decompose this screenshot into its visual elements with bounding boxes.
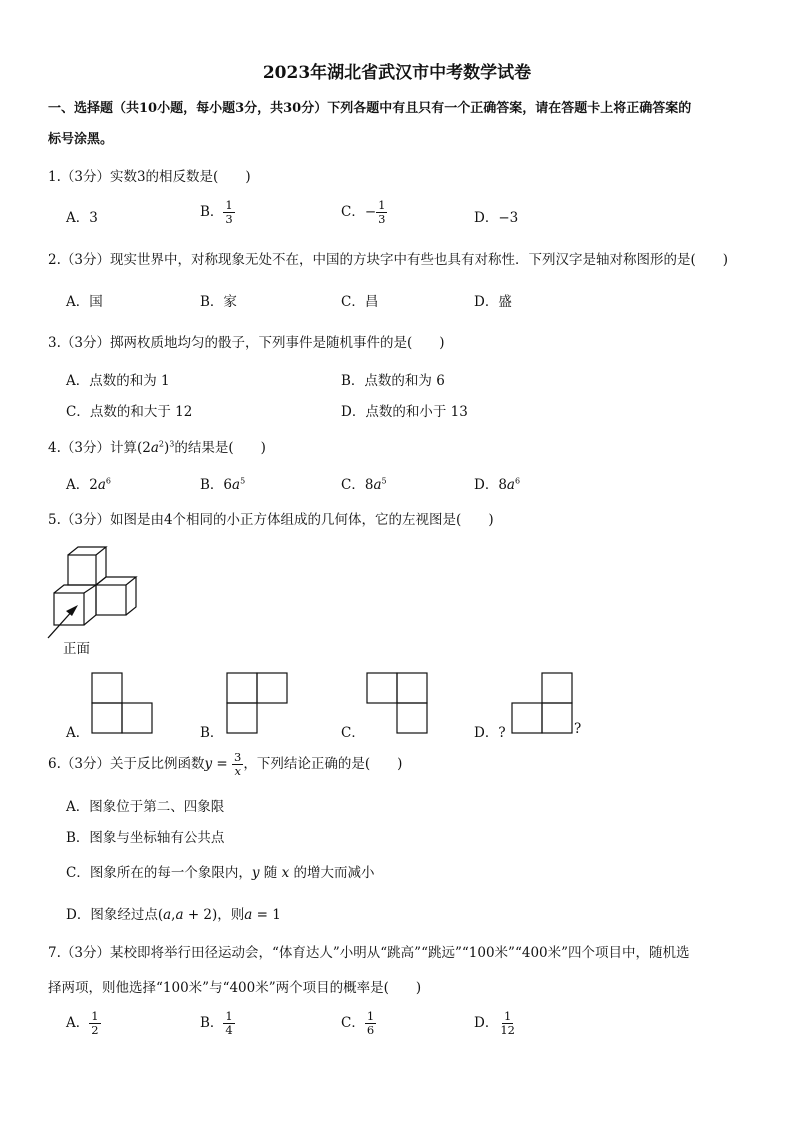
cube-right-top	[96, 577, 136, 585]
question-6-stem	[48, 751, 402, 778]
q7-option-a[interactable]	[66, 1010, 101, 1037]
cube-right-side	[126, 577, 136, 615]
q4-option-c-label: C．	[341, 477, 365, 493]
q6-option-b[interactable]: B．图象与坐标轴有公共点	[66, 830, 225, 846]
question-3-stem: 3.（3分）掷两枚质地均匀的骰子，下列事件是随机事件的是( )	[48, 335, 445, 351]
question-7-stem-line1: 7.（3分）某校即将举行田径运动会，“体育达人”小明从“跳高”“跳远”“100米”“400米”四个项目中，随机选	[48, 945, 690, 961]
q3-option-b[interactable]: B．点数的和为 6	[341, 373, 445, 389]
q7-option-b-label: B．	[200, 1015, 224, 1031]
q7-option-d-fraction	[498, 1010, 517, 1037]
q7-option-b-fraction	[223, 1010, 234, 1037]
q6-option-d-point: (a,a + 2)	[157, 907, 218, 923]
section-heading-line1: 一、选择题（共10小题，每小题3分，共30分）下列各题中有且只有一个正确答案，请在答题卡上将正确答案的	[48, 101, 692, 116]
q6-function: y = $\frac{3}{x}$	[204, 750, 242, 778]
q2-option-a[interactable]: A．国	[66, 294, 103, 310]
q1-option-b[interactable]	[200, 199, 235, 226]
q6-option-d-suffix: ，则	[217, 907, 245, 923]
q4-stem-prefix: 4.（3分）计算	[48, 440, 137, 456]
q7-option-a-fraction	[89, 1010, 100, 1037]
q3-option-c[interactable]: C．点数的和大于 12	[66, 404, 193, 420]
q4-option-c-expr: $8a^5$	[364, 476, 387, 493]
fraction-numerator: 1	[225, 198, 233, 212]
q7-option-b[interactable]	[200, 1010, 235, 1037]
q1-option-d[interactable]: D．−3	[474, 210, 519, 226]
q1-option-a[interactable]: A．3	[66, 210, 98, 226]
q4-option-d[interactable]	[474, 473, 520, 493]
fraction-numerator: 1	[378, 198, 386, 212]
fraction-numerator: 1	[503, 1009, 512, 1023]
q5-option-a-label[interactable]: A．	[66, 725, 90, 741]
q4-option-a-expr: $2a^6$	[89, 476, 111, 493]
fraction-denominator: 3	[378, 212, 386, 226]
section-heading-line2: 标号涂黑。	[48, 132, 114, 147]
q2-option-d[interactable]: D．盛	[474, 294, 512, 310]
q5-option-d-view[interactable]	[511, 672, 573, 734]
q6-option-c-suffix: 的增大而减小	[293, 865, 375, 881]
q2-option-c[interactable]: C．昌	[341, 294, 379, 310]
cube-top-side	[96, 547, 106, 585]
question-4-stem	[48, 436, 266, 456]
q6-option-a[interactable]: A．图象位于第二、四象限	[66, 799, 225, 815]
q5-option-d-label[interactable]: D．?	[474, 725, 506, 741]
cube-front-front	[54, 593, 84, 625]
cube-front-top	[54, 585, 96, 593]
fraction-numerator: 1	[366, 1009, 375, 1023]
fraction-numerator: 3	[234, 750, 242, 764]
fraction-denominator: 4	[225, 1023, 233, 1037]
fraction-numerator: 1	[225, 1009, 233, 1023]
q7-option-d[interactable]	[474, 1010, 517, 1037]
q7-option-a-label: A．	[66, 1015, 90, 1031]
q5-option-c-view[interactable]	[366, 672, 428, 734]
question-1-stem: 1.（3分）实数3的相反数是( )	[48, 169, 251, 185]
front-arrow-head	[66, 605, 78, 616]
q5-option-b-label[interactable]: B．	[200, 725, 224, 741]
q6-option-c-prefix: C．图象所在的每一个象限内，	[66, 865, 252, 881]
q6-option-d[interactable]	[66, 903, 281, 923]
question-5-stem: 5.（3分）如图是由4个相同的小正方体组成的几何体，它的左视图是( )	[48, 512, 494, 528]
q5-option-d-tail: ?	[574, 721, 582, 737]
q6-option-d-prefix: D．图象经过点	[66, 907, 158, 923]
cube-top-top	[68, 547, 106, 555]
q4-option-a-label: A．	[66, 477, 90, 493]
q5-option-c-label[interactable]: C．	[341, 725, 365, 741]
q7-option-c-label: C．	[341, 1015, 365, 1031]
q6-stem-prefix: 6.（3分）关于反比例函数	[48, 756, 205, 772]
q5-option-a-view[interactable]	[91, 672, 153, 734]
cube-front-side	[84, 585, 96, 625]
page-title: 2023年湖北省武汉市中考数学试卷	[262, 63, 532, 83]
q1-option-b-fraction	[223, 199, 234, 226]
q6-stem-suffix: ，下列结论正确的是( )	[243, 756, 403, 772]
question-2-stem: 2.（3分）现实世界中，对称现象无处不在，中国的方块字中有些也具有对称性．下列汉字是轴对称图形的是( )	[48, 252, 729, 268]
q7-option-d-label: D．	[474, 1015, 499, 1031]
fraction-denominator: 12	[500, 1023, 515, 1037]
q4-option-c[interactable]	[341, 473, 387, 493]
q6-option-c-mid: 随	[263, 865, 278, 881]
fraction-denominator: 6	[366, 1023, 375, 1037]
cube-right-front	[96, 585, 126, 615]
q4-option-d-expr: $8a^6$	[498, 476, 521, 493]
fraction-denominator: 2	[91, 1023, 99, 1037]
q4-expression: $(2a^2)^3$	[136, 439, 175, 456]
q7-option-c-fraction	[365, 1010, 376, 1037]
q4-option-b-expr: $6a^5$	[223, 476, 246, 493]
front-label: 正面	[63, 641, 90, 657]
fraction-numerator: 1	[91, 1009, 99, 1023]
q7-option-c[interactable]	[341, 1010, 376, 1037]
q1-option-c-fraction	[376, 199, 387, 226]
q4-stem-suffix: 的结果是( )	[174, 440, 266, 456]
q6-option-d-equation: a = 1	[244, 907, 281, 923]
cube-solid-figure	[44, 545, 154, 655]
q5-option-b-view[interactable]	[226, 672, 288, 734]
q4-option-d-label: D．	[474, 477, 499, 493]
q1-option-c-label: C．−	[341, 204, 377, 220]
q4-option-b-label: B．	[200, 477, 224, 493]
cube-top-front	[68, 555, 96, 585]
q4-option-b[interactable]	[200, 473, 245, 493]
fraction-denominator: 3	[225, 212, 233, 226]
q4-option-a[interactable]	[66, 473, 111, 493]
q1-option-b-label: B．	[200, 204, 224, 220]
q1-option-c[interactable]	[341, 199, 387, 226]
question-7-stem-line2: 择两项，则他选择“100米”与“400米”两个项目的概率是( )	[48, 980, 422, 996]
q2-option-b[interactable]: B．家	[200, 294, 237, 310]
q6-option-c[interactable]: C．图象所在的每一个象限内，y 随 x 的增大而减小	[66, 865, 375, 881]
q3-option-a[interactable]: A．点数的和为 1	[66, 373, 170, 389]
fraction-denominator: x	[234, 764, 241, 778]
q3-option-d[interactable]: D．点数的和小于 13	[341, 404, 468, 420]
